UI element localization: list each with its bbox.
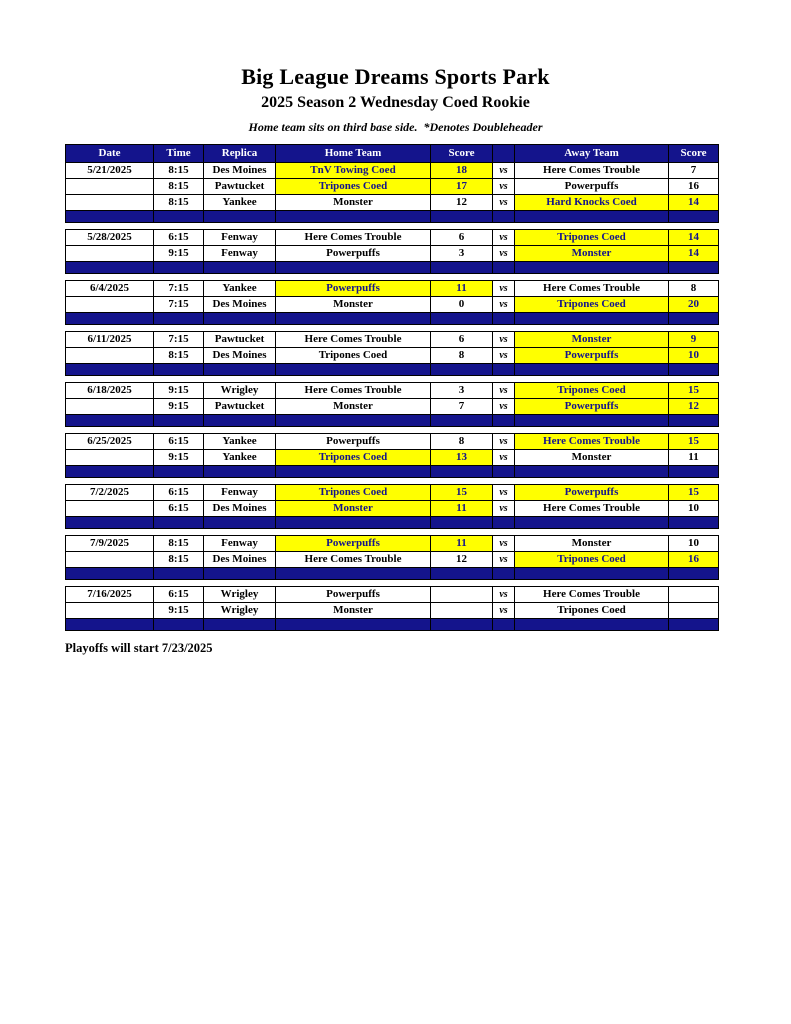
game-row: [66, 551, 718, 567]
home-score-cell: 3: [430, 383, 492, 398]
separator-cell: [514, 568, 668, 579]
separator-cell: [153, 466, 203, 477]
replica-cell: Fenway: [203, 230, 275, 245]
vs-cell: vs: [492, 332, 514, 347]
separator-cell: [203, 262, 275, 273]
home-team-cell: Tripones Coed: [275, 450, 430, 465]
separator-cell: [203, 211, 275, 222]
home-score-cell: 12: [430, 552, 492, 567]
away-team-cell: Tripones Coed: [514, 603, 668, 618]
home-score-cell: 3: [430, 246, 492, 261]
away-team-cell: Here Comes Trouble: [514, 281, 668, 296]
date-cell: [66, 399, 153, 414]
date-cell: 6/18/2025: [87, 384, 132, 397]
separator-cell: [492, 262, 514, 273]
group-separator: [66, 567, 718, 579]
header-cell-away-team: Away Team: [514, 145, 668, 162]
vs-cell: vs: [492, 246, 514, 261]
schedule-group: [65, 144, 719, 223]
separator-cell: [514, 364, 668, 375]
game-row: [66, 500, 718, 516]
home-team-cell: Monster: [275, 399, 430, 414]
vs-cell: vs: [492, 434, 514, 449]
separator-cell: [514, 262, 668, 273]
away-score-cell: 14: [668, 246, 718, 261]
separator-cell: [668, 619, 718, 630]
home-team-cell: Monster: [275, 297, 430, 312]
separator-cell: [492, 568, 514, 579]
separator-cell: [492, 517, 514, 528]
replica-cell: Yankee: [203, 195, 275, 210]
vs-cell: vs: [492, 179, 514, 194]
away-team-cell: Powerpuffs: [514, 179, 668, 194]
home-team-cell: Monster: [275, 501, 430, 516]
away-score-cell: 9: [668, 332, 718, 347]
away-team-cell: Tripones Coed: [514, 230, 668, 245]
time-cell: 9:15: [153, 603, 203, 618]
group-separator: [66, 363, 718, 375]
group-separator: [66, 465, 718, 477]
separator-cell: [275, 313, 430, 324]
replica-cell: Wrigley: [203, 383, 275, 398]
away-score-cell: 14: [668, 230, 718, 245]
vs-cell: vs: [492, 587, 514, 602]
replica-cell: Fenway: [203, 536, 275, 551]
date-cell: [66, 552, 153, 567]
separator-cell: [668, 517, 718, 528]
separator-cell: [514, 313, 668, 324]
game-row: [66, 281, 718, 296]
away-team-cell: Monster: [514, 450, 668, 465]
separator-cell: [492, 211, 514, 222]
time-cell: 7:15: [153, 297, 203, 312]
separator-cell: [153, 262, 203, 273]
replica-cell: Yankee: [203, 450, 275, 465]
separator-cell: [430, 364, 492, 375]
separator-cell: [153, 364, 203, 375]
vs-cell: vs: [492, 552, 514, 567]
separator-cell: [203, 313, 275, 324]
home-team-cell: Here Comes Trouble: [275, 230, 430, 245]
date-cell: 7/9/2025: [89, 537, 130, 550]
time-cell: 6:15: [153, 485, 203, 500]
game-row: [66, 230, 718, 245]
group-separator: [66, 414, 718, 426]
away-score-cell: 10: [668, 536, 718, 551]
time-cell: 8:15: [153, 195, 203, 210]
away-team-cell: Monster: [514, 332, 668, 347]
replica-cell: Wrigley: [203, 587, 275, 602]
replica-cell: Des Moines: [203, 348, 275, 363]
home-team-cell: Monster: [275, 603, 430, 618]
home-score-cell: 12: [430, 195, 492, 210]
separator-cell: [492, 619, 514, 630]
separator-cell: [66, 262, 153, 273]
separator-cell: [66, 517, 153, 528]
replica-cell: Yankee: [203, 281, 275, 296]
time-cell: 9:15: [153, 246, 203, 261]
schedule-group: [65, 331, 719, 376]
separator-cell: [430, 415, 492, 426]
game-row: [66, 245, 718, 261]
vs-cell: vs: [492, 281, 514, 296]
away-score-cell: 15: [668, 434, 718, 449]
vs-cell: vs: [492, 348, 514, 363]
date-cell: 6/25/2025: [87, 435, 132, 448]
away-team-cell: Powerpuffs: [514, 348, 668, 363]
vs-cell: vs: [492, 501, 514, 516]
home-score-cell: [430, 587, 492, 602]
away-team-cell: Here Comes Trouble: [514, 163, 668, 178]
time-cell: 7:15: [153, 281, 203, 296]
date-cell: [66, 179, 153, 194]
replica-cell: Wrigley: [203, 603, 275, 618]
group-separator: [66, 618, 718, 630]
away-team-cell: Hard Knocks Coed: [514, 195, 668, 210]
game-row: [66, 383, 718, 398]
time-cell: 8:15: [153, 552, 203, 567]
replica-cell: Pawtucket: [203, 179, 275, 194]
game-row: [66, 587, 718, 602]
game-row: [66, 194, 718, 210]
date-cell: [66, 603, 153, 618]
home-score-cell: 6: [430, 332, 492, 347]
separator-cell: [514, 415, 668, 426]
separator-cell: [203, 619, 275, 630]
date-cell: [66, 501, 153, 516]
game-row: [66, 178, 718, 194]
home-team-cell: Powerpuffs: [275, 434, 430, 449]
away-team-cell: Monster: [514, 536, 668, 551]
separator-cell: [203, 364, 275, 375]
home-score-cell: 17: [430, 179, 492, 194]
separator-cell: [430, 313, 492, 324]
game-row: [66, 347, 718, 363]
separator-cell: [430, 211, 492, 222]
vs-cell: vs: [492, 450, 514, 465]
vs-cell: vs: [492, 195, 514, 210]
away-score-cell: 10: [668, 501, 718, 516]
separator-cell: [153, 619, 203, 630]
away-score-cell: 14: [668, 195, 718, 210]
separator-cell: [668, 568, 718, 579]
date-cell: [66, 297, 153, 312]
separator-cell: [66, 619, 153, 630]
separator-cell: [430, 262, 492, 273]
time-cell: 8:15: [153, 179, 203, 194]
time-cell: 7:15: [153, 332, 203, 347]
vs-cell: vs: [492, 383, 514, 398]
separator-cell: [275, 619, 430, 630]
home-score-cell: 6: [430, 230, 492, 245]
header-cell-date: Date: [66, 145, 153, 162]
separator-cell: [430, 517, 492, 528]
home-score-cell: 11: [430, 536, 492, 551]
home-score-cell: [430, 603, 492, 618]
away-team-cell: Here Comes Trouble: [514, 501, 668, 516]
separator-cell: [275, 517, 430, 528]
page-title: Big League Dreams Sports Park: [241, 64, 550, 89]
separator-cell: [203, 415, 275, 426]
separator-cell: [66, 313, 153, 324]
schedule-group: [65, 382, 719, 427]
separator-cell: [153, 415, 203, 426]
separator-cell: [514, 619, 668, 630]
header-cell-time: Time: [153, 145, 203, 162]
separator-cell: [275, 568, 430, 579]
schedule-group: [65, 280, 719, 325]
replica-cell: Des Moines: [203, 297, 275, 312]
date-cell: 7/16/2025: [87, 588, 132, 601]
game-row: [66, 162, 718, 178]
away-score-cell: [668, 603, 718, 618]
time-cell: 8:15: [153, 348, 203, 363]
home-team-cell: Powerpuffs: [275, 536, 430, 551]
time-cell: 8:15: [153, 536, 203, 551]
group-separator: [66, 261, 718, 273]
home-team-cell: TnV Towing Coed: [275, 163, 430, 178]
vs-cell: vs: [492, 603, 514, 618]
separator-cell: [668, 415, 718, 426]
separator-cell: [153, 211, 203, 222]
replica-cell: Yankee: [203, 434, 275, 449]
separator-cell: [492, 364, 514, 375]
home-score-cell: 15: [430, 485, 492, 500]
game-row: [66, 485, 718, 500]
away-score-cell: 20: [668, 297, 718, 312]
separator-cell: [430, 568, 492, 579]
replica-cell: Des Moines: [203, 501, 275, 516]
game-row: [66, 536, 718, 551]
home-team-cell: Monster: [275, 195, 430, 210]
away-score-cell: [668, 587, 718, 602]
page-subtitle: 2025 Season 2 Wednesday Coed Rookie: [261, 94, 530, 112]
date-cell: [66, 450, 153, 465]
away-team-cell: Tripones Coed: [514, 383, 668, 398]
separator-cell: [668, 364, 718, 375]
home-team-cell: Tripones Coed: [275, 485, 430, 500]
away-score-cell: 15: [668, 383, 718, 398]
replica-cell: Fenway: [203, 246, 275, 261]
time-cell: 9:15: [153, 383, 203, 398]
home-score-cell: 8: [430, 434, 492, 449]
time-cell: 9:15: [153, 399, 203, 414]
separator-cell: [275, 415, 430, 426]
home-score-cell: 0: [430, 297, 492, 312]
replica-cell: Pawtucket: [203, 332, 275, 347]
vs-cell: vs: [492, 399, 514, 414]
home-team-cell: Here Comes Trouble: [275, 552, 430, 567]
time-cell: 6:15: [153, 230, 203, 245]
home-team-cell: Powerpuffs: [275, 281, 430, 296]
separator-cell: [668, 313, 718, 324]
home-score-cell: 18: [430, 163, 492, 178]
replica-cell: Fenway: [203, 485, 275, 500]
away-score-cell: 11: [668, 450, 718, 465]
away-score-cell: 8: [668, 281, 718, 296]
vs-cell: vs: [492, 485, 514, 500]
separator-cell: [668, 211, 718, 222]
game-row: [66, 434, 718, 449]
time-cell: 6:15: [153, 587, 203, 602]
separator-cell: [203, 466, 275, 477]
separator-cell: [153, 517, 203, 528]
separator-cell: [66, 211, 153, 222]
separator-cell: [514, 211, 668, 222]
separator-cell: [275, 364, 430, 375]
schedule-group: [65, 484, 719, 529]
date-cell: 6/11/2025: [87, 333, 132, 346]
date-cell: 7/2/2025: [89, 486, 130, 499]
separator-cell: [514, 517, 668, 528]
time-cell: 8:15: [153, 163, 203, 178]
replica-cell: Des Moines: [203, 163, 275, 178]
separator-cell: [514, 466, 668, 477]
schedule-group: [65, 586, 719, 631]
separator-cell: [668, 466, 718, 477]
header-cell-replica: Replica: [203, 145, 275, 162]
group-separator: [66, 516, 718, 528]
home-score-cell: 13: [430, 450, 492, 465]
table-header-row: [66, 145, 718, 162]
away-team-cell: Tripones Coed: [514, 552, 668, 567]
vs-cell: vs: [492, 230, 514, 245]
vs-cell: vs: [492, 297, 514, 312]
home-team-cell: Here Comes Trouble: [275, 383, 430, 398]
header-cell-away-score: Score: [668, 145, 718, 162]
schedule-table: [65, 144, 719, 631]
date-cell: [66, 195, 153, 210]
header-cell-home-score: Score: [430, 145, 492, 162]
date-cell: 5/21/2025: [87, 164, 132, 177]
home-team-cell: Powerpuffs: [275, 587, 430, 602]
separator-cell: [66, 568, 153, 579]
separator-cell: [275, 262, 430, 273]
away-score-cell: 7: [668, 163, 718, 178]
separator-cell: [275, 466, 430, 477]
home-team-note: Home team sits on third base side. *Denotes Doubleheader: [248, 120, 543, 135]
vs-cell: vs: [492, 536, 514, 551]
header-cell-vs: [492, 145, 514, 162]
game-row: [66, 398, 718, 414]
home-score-cell: 7: [430, 399, 492, 414]
away-score-cell: 15: [668, 485, 718, 500]
away-team-cell: Monster: [514, 246, 668, 261]
vs-cell: vs: [492, 163, 514, 178]
separator-cell: [492, 415, 514, 426]
time-cell: 6:15: [153, 434, 203, 449]
home-team-cell: Here Comes Trouble: [275, 332, 430, 347]
schedule-group: [65, 433, 719, 478]
separator-cell: [153, 313, 203, 324]
game-row: [66, 296, 718, 312]
date-cell: [66, 348, 153, 363]
separator-cell: [203, 517, 275, 528]
separator-cell: [492, 313, 514, 324]
home-team-cell: Tripones Coed: [275, 348, 430, 363]
away-score-cell: 12: [668, 399, 718, 414]
game-row: [66, 332, 718, 347]
separator-cell: [492, 466, 514, 477]
replica-cell: Pawtucket: [203, 399, 275, 414]
date-cell: 5/28/2025: [87, 231, 132, 244]
separator-cell: [66, 364, 153, 375]
home-score-cell: 11: [430, 501, 492, 516]
time-cell: 9:15: [153, 450, 203, 465]
home-team-cell: Powerpuffs: [275, 246, 430, 261]
game-row: [66, 602, 718, 618]
date-cell: 6/4/2025: [89, 282, 130, 295]
home-team-cell: Tripones Coed: [275, 179, 430, 194]
group-separator: [66, 312, 718, 324]
schedule-group: [65, 535, 719, 580]
away-team-cell: Here Comes Trouble: [514, 434, 668, 449]
home-score-cell: 11: [430, 281, 492, 296]
separator-cell: [430, 619, 492, 630]
away-score-cell: 16: [668, 179, 718, 194]
replica-cell: Des Moines: [203, 552, 275, 567]
home-score-cell: 8: [430, 348, 492, 363]
separator-cell: [668, 262, 718, 273]
time-cell: 6:15: [153, 501, 203, 516]
away-team-cell: Powerpuffs: [514, 485, 668, 500]
separator-cell: [275, 211, 430, 222]
separator-cell: [203, 568, 275, 579]
header-cell-home-team: Home Team: [275, 145, 430, 162]
game-row: [66, 449, 718, 465]
away-team-cell: Tripones Coed: [514, 297, 668, 312]
date-cell: [66, 246, 153, 261]
separator-cell: [153, 568, 203, 579]
playoffs-footer: Playoffs will start 7/23/2025: [65, 641, 213, 656]
away-score-cell: 16: [668, 552, 718, 567]
away-team-cell: Here Comes Trouble: [514, 587, 668, 602]
schedule-group: [65, 229, 719, 274]
group-separator: [66, 210, 718, 222]
away-team-cell: Powerpuffs: [514, 399, 668, 414]
away-score-cell: 10: [668, 348, 718, 363]
separator-cell: [430, 466, 492, 477]
separator-cell: [66, 466, 153, 477]
separator-cell: [66, 415, 153, 426]
